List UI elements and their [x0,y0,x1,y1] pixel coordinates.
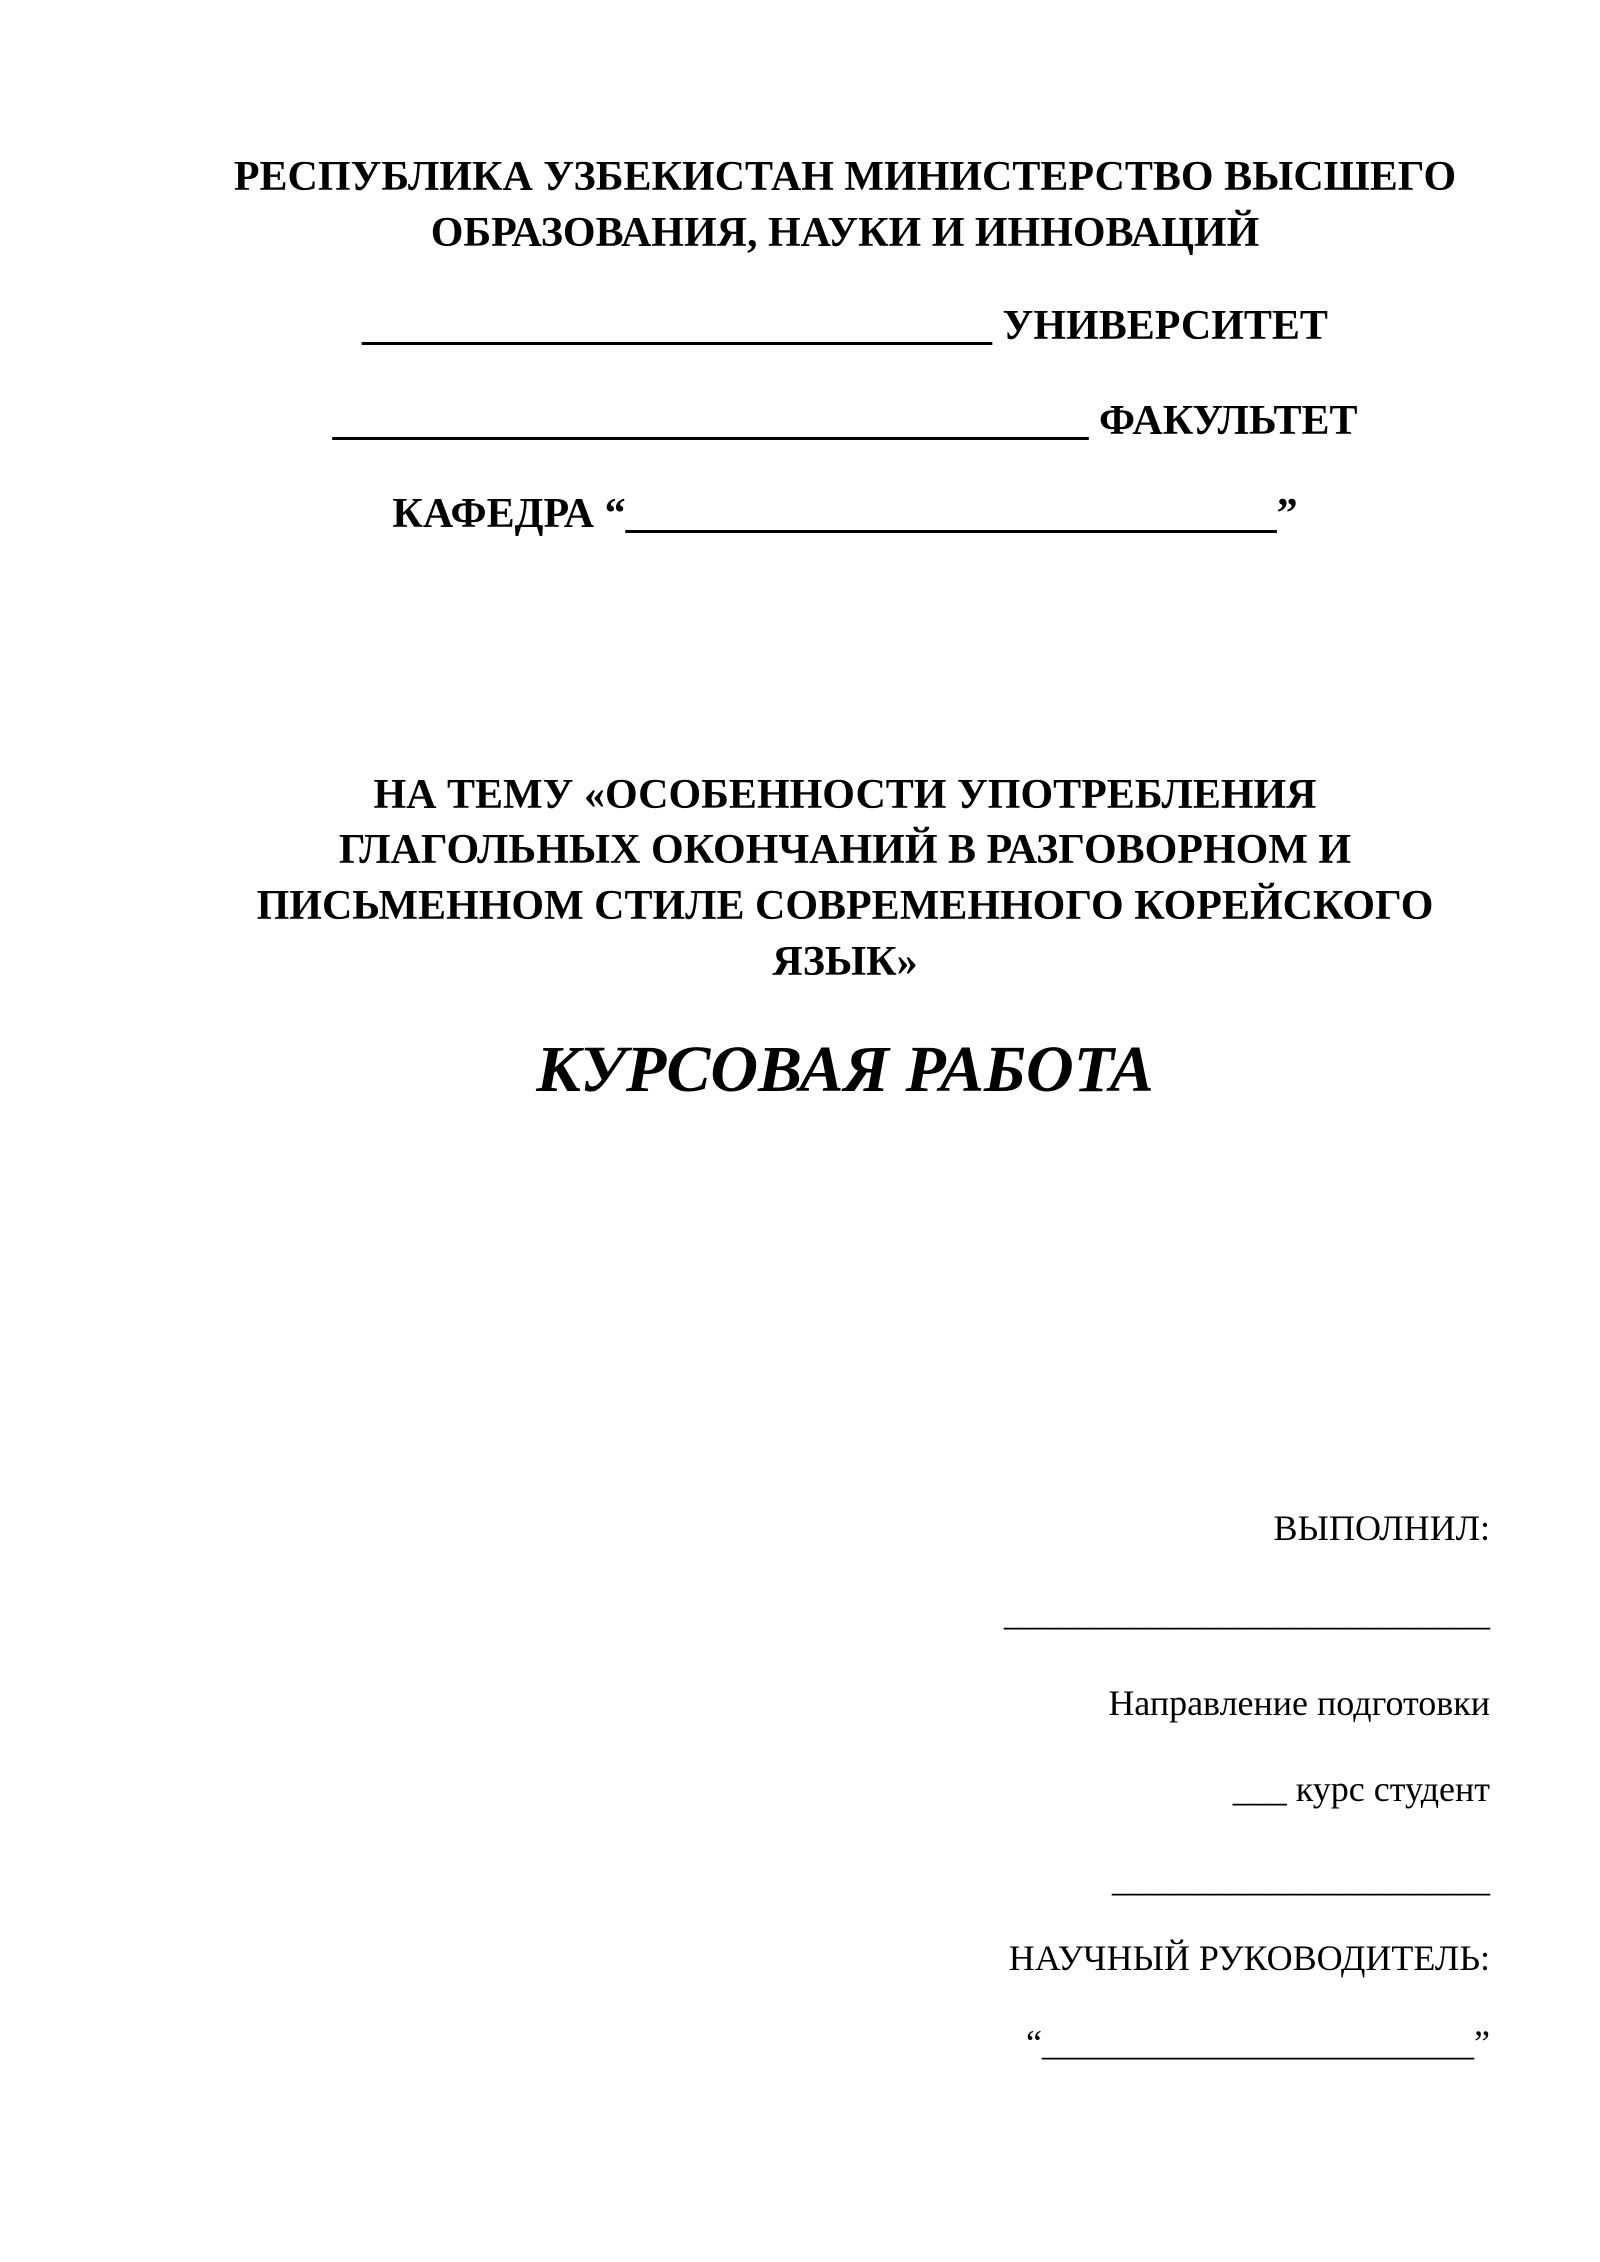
supervisor-label: НАУЧНЫЙ РУКОВОДИТЕЛЬ: [1008,1938,1490,1978]
topic-line-2: ГЛАГОЛЬНЫХ ОКОНЧАНИЙ В РАЗГОВОРНОМ И [338,827,1352,873]
topic-line-4: ЯЗЫК» [772,939,918,985]
supervisor-blank: “________________________” [1026,2023,1490,2063]
topic-line-3: ПИСЬМЕННОМ СТИЛЕ СОВРЕМЕННОГО КОРЕЙСКОГО [256,883,1434,929]
performed-label: ВЫПОЛНИЛ: [1273,1508,1490,1548]
course-line: ___ курс студент [1232,1769,1490,1809]
department-line: КАФЕДРА “_______________________________” [392,491,1298,537]
document-title: КУРСОВАЯ РАБОТА [536,1033,1154,1106]
ministry-line-1: РЕСПУБЛИКА УЗБЕКИСТАН МИНИСТЕРСТВО ВЫСШЕГО [233,154,1457,200]
student-name-blank: ___________________________ [1004,1593,1490,1633]
topic-line-1: НА ТЕМУ «ОСОБЕННОСТИ УПОТРЕБЛЕНИЯ [373,772,1317,818]
direction-blank: _____________________ [1112,1859,1490,1899]
university-line: ______________________________ УНИВЕРСИТЕТ [362,303,1328,349]
faculty-line: ____________________________________ ФАКУЛЬТЕТ [332,398,1358,444]
ministry-line-2: ОБРАЗОВАНИЯ, НАУКИ И ИННОВАЦИЙ [430,210,1260,256]
direction-label: Направление подготовки [1108,1683,1490,1723]
